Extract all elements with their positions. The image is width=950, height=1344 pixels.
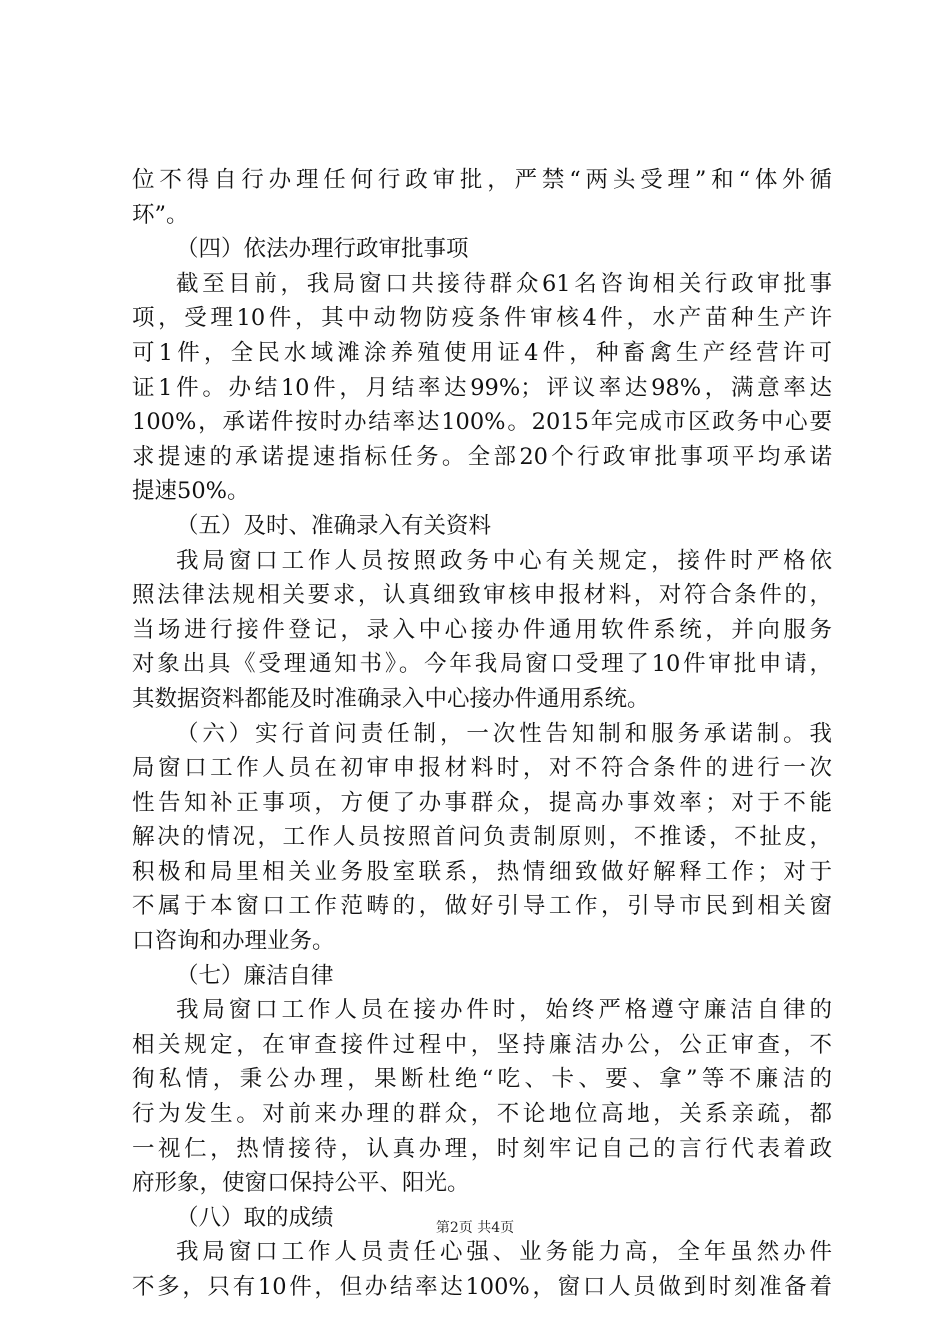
text-line: 项，受理10件，其中动物防疫条件审核4件，水产苗种生产许 <box>132 305 832 332</box>
text-line: 我局窗口工作人员责任心强、业务能力高，全年虽然办件 <box>176 1239 832 1266</box>
text-line: 我局窗口工作人员在接办件时，始终严格遵守廉洁自律的 <box>176 997 832 1024</box>
text-line: 不属于本窗口工作范畴的，做好引导工作，引导市民到相关窗 <box>132 893 832 920</box>
text-line: 积极和局里相关业务股室联系，热情细致做好解释工作；对于 <box>132 858 832 885</box>
text-line: （五）及时、准确录入有关资料 <box>176 512 492 539</box>
text-line: 位不得自行办理任何行政审批，严禁“两头受理”和“体外循 <box>132 167 832 193</box>
text-line: 环”。 <box>132 201 189 228</box>
text-line: 证1件。办结10件，月结率达99%；评议率达98%，满意率达 <box>132 374 832 401</box>
text-line: 对象出具《受理通知书》。今年我局窗口受理了10件审批申请， <box>132 651 832 678</box>
text-line: 求提速的承诺提速指标任务。全部20个行政审批事项平均承诺 <box>132 443 832 470</box>
text-line: 徇私情，秉公办理，果断杜绝“吃、卡、要、拿”等不廉洁的 <box>132 1066 832 1093</box>
text-line: 不多，只有10件，但办结率达100%，窗口人员做到时刻准备着 <box>132 1274 832 1300</box>
text-line: 局窗口工作人员在初审申报材料时，对不符合条件的进行一次 <box>132 755 832 782</box>
text-line: 截至目前，我局窗口共接待群众61名咨询相关行政审批事 <box>176 270 832 297</box>
text-line: 照法律法规相关要求，认真细致审核申报材料，对符合条件的， <box>132 582 832 609</box>
text-line: 100%，承诺件按时办结率达100%。2015年完成市区政务中心要 <box>132 409 832 436</box>
text-line: 其数据资料都能及时准确录入中心接办件通用系统。 <box>132 685 650 712</box>
text-line: 解决的情况，工作人员按照首问负责制原则，不推诿，不扯皮， <box>132 824 832 851</box>
text-line: （八）取的成绩 <box>176 1204 334 1231</box>
text-line: 行为发生。对前来办理的群众，不论地位高地，关系亲疏，都 <box>132 1101 832 1128</box>
text-line: 相关规定，在审查接件过程中，坚持廉洁办公，公正审查，不 <box>132 1031 832 1058</box>
text-line: （七）廉洁自律 <box>176 962 334 989</box>
text-line: 当场进行接件登记，录入中心接办件通用软件系统，并向服务 <box>132 616 832 643</box>
document-body <box>132 163 832 1305</box>
text-line: 一视仁，热情接待，认真办理，时刻牢记自己的言行代表着政 <box>132 1135 832 1162</box>
text-line: 性告知补正事项，方便了办事群众，提高办事效率；对于不能 <box>132 789 832 816</box>
page-footer: 第2页 共4页 <box>435 1220 515 1236</box>
text-line: 可1件，全民水域滩涂养殖使用证4件，种畜禽生产经营许可 <box>132 339 832 366</box>
text-line: （六）实行首问责任制，一次性告知制和服务承诺制。我 <box>176 720 832 747</box>
text-line: （四）依法办理行政审批事项 <box>176 236 469 263</box>
text-line: 提速50%。 <box>132 478 250 505</box>
text-line: 府形象，使窗口保持公平、阳光。 <box>132 1170 470 1197</box>
text-line: 口咨询和办理业务。 <box>132 928 335 955</box>
text-line: 我局窗口工作人员按照政务中心有关规定，接件时严格依 <box>176 547 832 574</box>
